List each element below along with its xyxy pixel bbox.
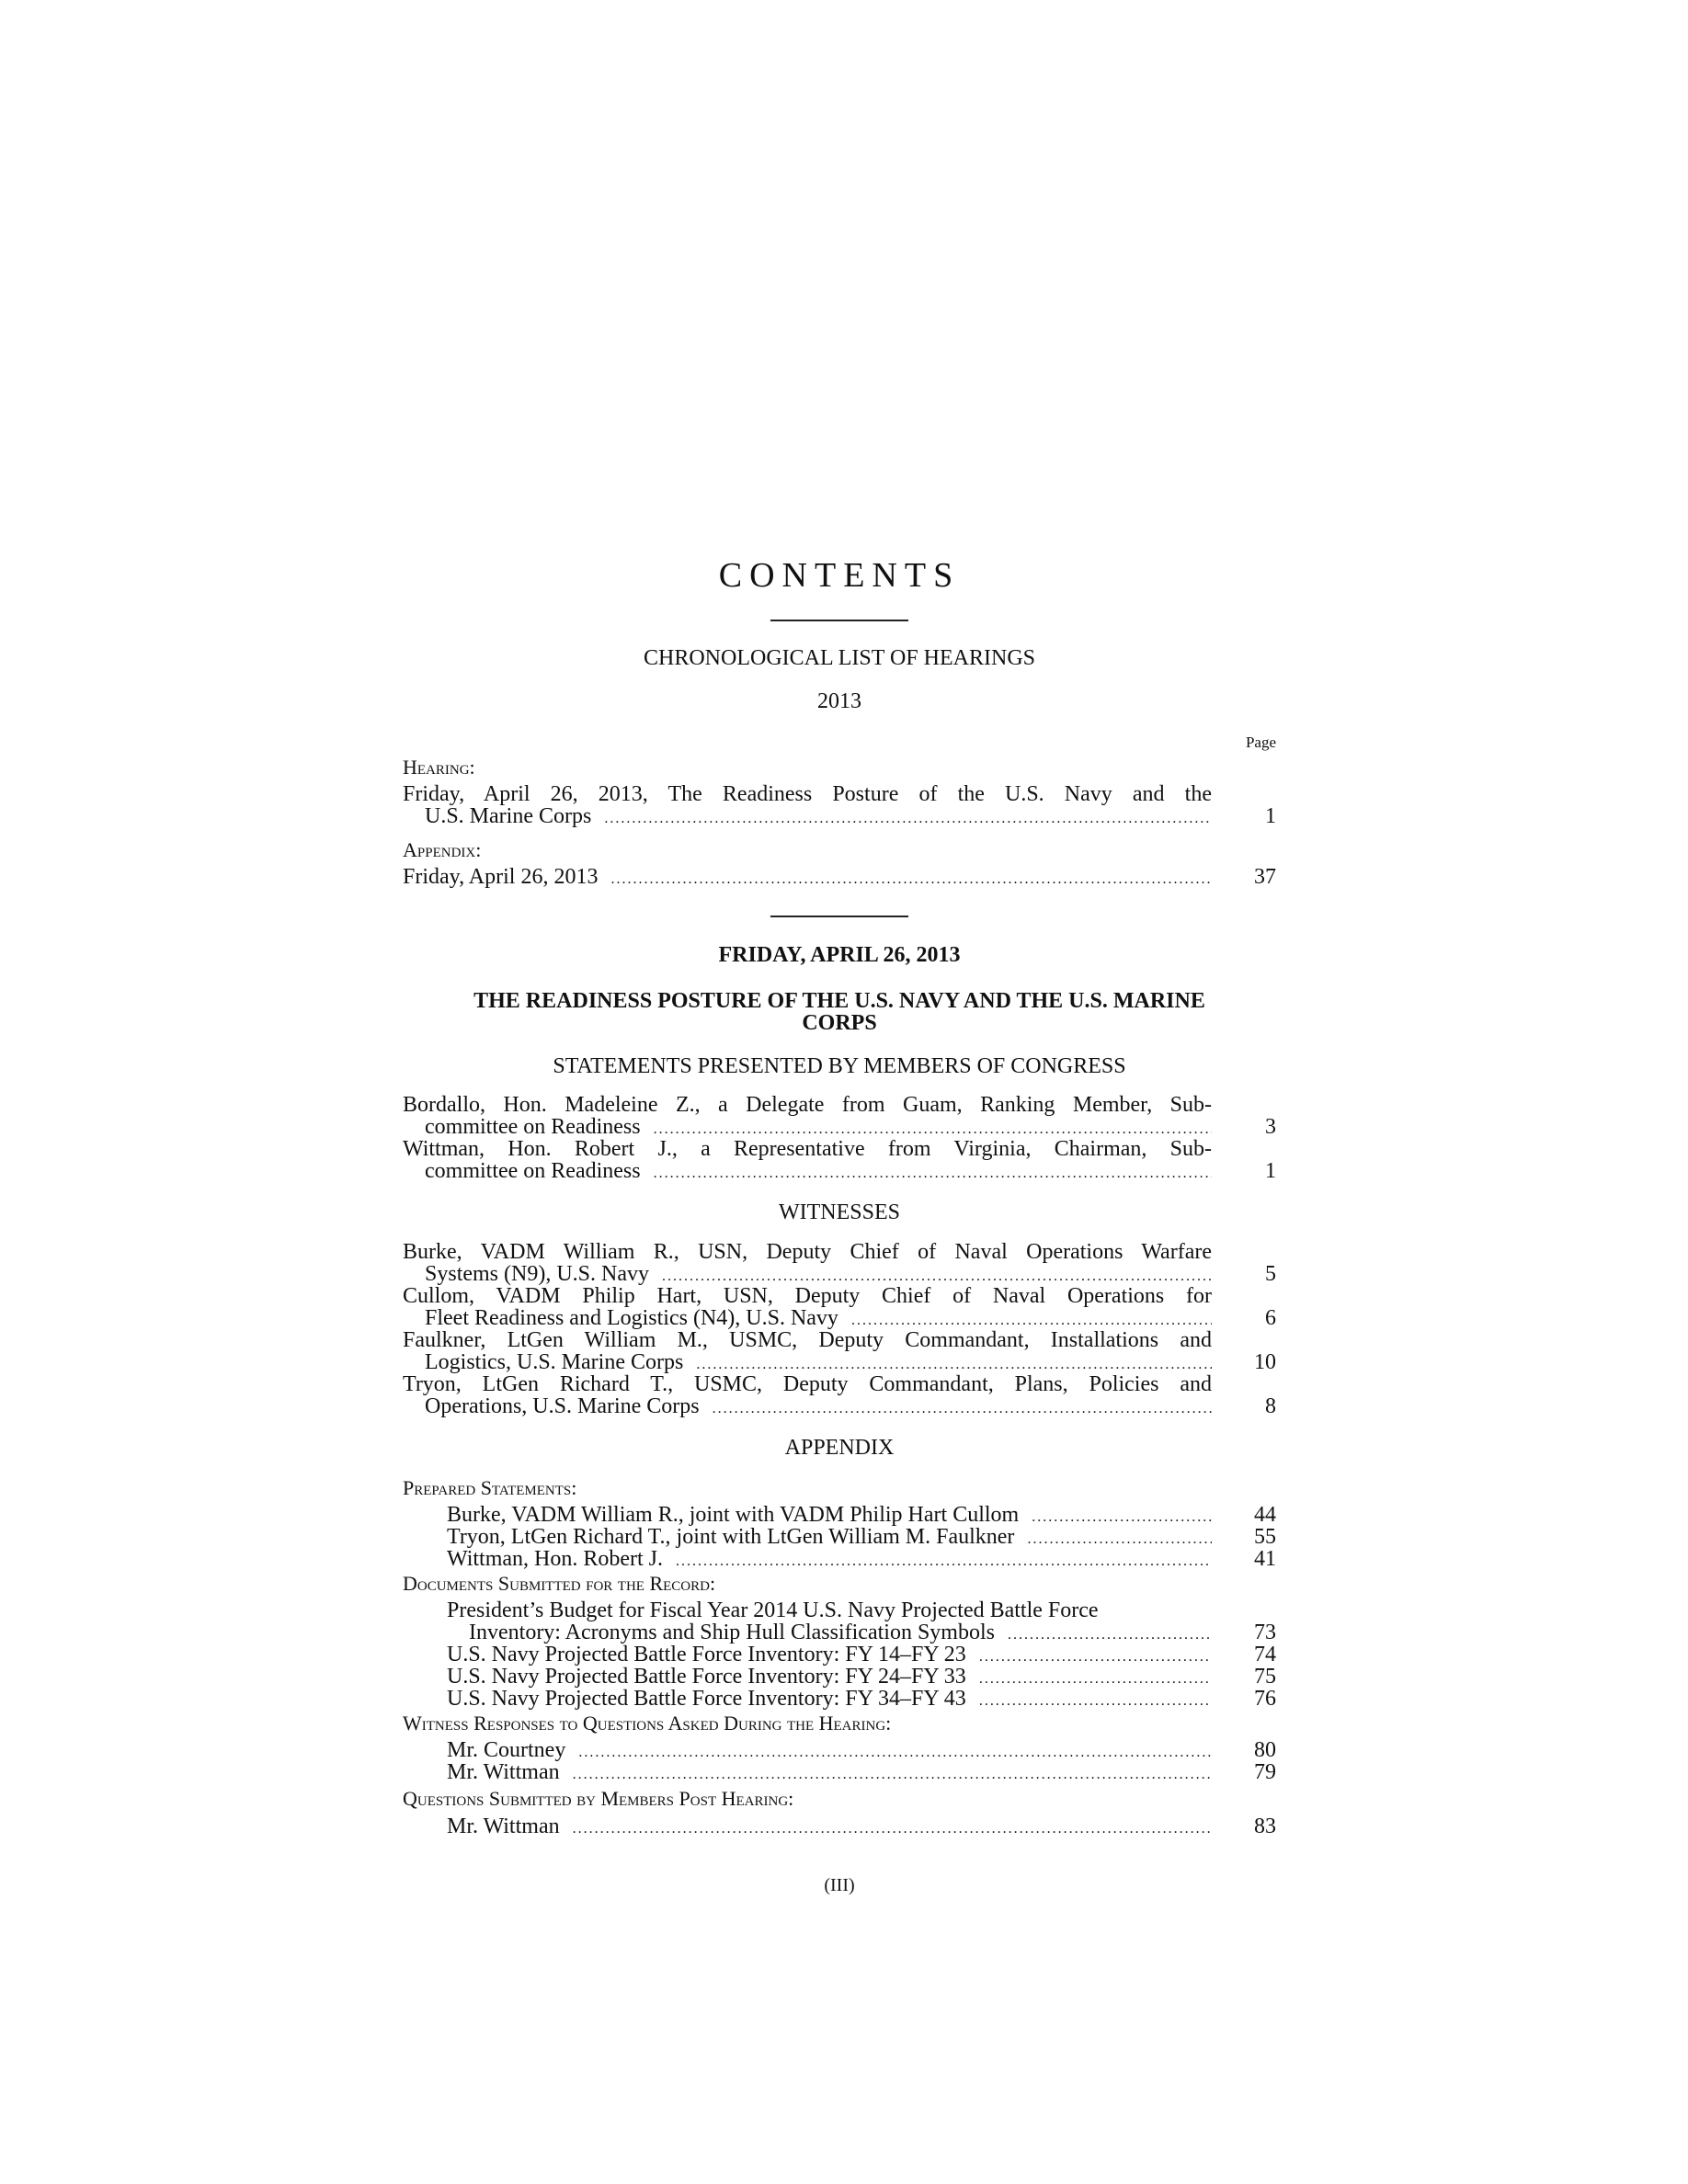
leader-dots <box>573 1764 1212 1786</box>
leader-dots <box>713 1398 1212 1420</box>
entry-line1: Burke, VADM William R., USN, Deputy Chief of Naval Operations Warfare <box>403 1240 1212 1264</box>
documents-entry-2[interactable] <box>403 1688 1276 1712</box>
entry-line1: Bordallo, Hon. Madeleine Z., a Delegate from Guam, Ranking Member, Sub- <box>403 1093 1212 1117</box>
questions-entry-0[interactable] <box>403 1815 1276 1840</box>
page-number: 75 <box>1254 1665 1276 1689</box>
hearing-title-line1: THE READINESS POSTURE OF THE U.S. NAVY AND THE U.S. MARINE <box>473 989 1205 1013</box>
prepared-entry-2[interactable] <box>403 1548 1276 1573</box>
hearing-title-line2: CORPS <box>802 1011 877 1035</box>
entry-text: U.S. Navy Projected Battle Force Inventory: FY 34–FY 43 <box>447 1687 966 1711</box>
leader-dots <box>979 1690 1212 1712</box>
statements-heading: STATEMENTS PRESENTED BY MEMBERS OF CONGRESS <box>553 1054 1126 1078</box>
documents-entry-first[interactable] <box>403 1599 1276 1646</box>
appendix-entry-text: Friday, April 26, 2013 <box>403 865 599 889</box>
page-column-label: Page <box>1245 734 1276 751</box>
leader-dots <box>573 1818 1212 1840</box>
entry-line2: Operations, U.S. Marine Corps <box>425 1394 700 1418</box>
witness-entry-3[interactable] <box>403 1373 1276 1420</box>
hearing-title <box>403 990 1276 1034</box>
page-number: 37 <box>1254 865 1276 889</box>
page-number: 41 <box>1254 1547 1276 1571</box>
page-number: 1 <box>1265 804 1276 828</box>
contents-title: CONTENTS <box>718 556 961 595</box>
witness-responses-label: Witness Responses to Questions Asked During the Hearing: <box>403 1712 892 1735</box>
entry-line2: Inventory: Acronyms and Ship Hull Classification Symbols <box>469 1621 995 1644</box>
hearing-label: Hearing: <box>403 756 475 779</box>
page-footer-number: (III) <box>824 1875 855 1895</box>
entry-text: U.S. Navy Projected Battle Force Inventory: FY 24–FY 33 <box>447 1665 966 1689</box>
page-number: 44 <box>1254 1503 1276 1527</box>
page-number: 74 <box>1254 1643 1276 1666</box>
leader-dots <box>654 1163 1212 1185</box>
documents-label: Documents Submitted for the Record: <box>403 1572 716 1595</box>
entry-text: Mr. Wittman <box>447 1760 560 1784</box>
page-number: 3 <box>1265 1115 1276 1139</box>
page-number: 1 <box>1265 1159 1276 1183</box>
entry-line1: President’s Budget for Fiscal Year 2014 U.S. Navy Projected Battle Force <box>447 1598 1099 1622</box>
page-number: 76 <box>1254 1687 1276 1711</box>
entry-text: Mr. Wittman <box>447 1814 560 1838</box>
statement-entry-0[interactable] <box>403 1094 1276 1141</box>
entry-line1: Faulkner, LtGen William M., USMC, Deputy Commandant, Installations and <box>403 1328 1212 1352</box>
page-number: 6 <box>1265 1306 1276 1330</box>
entry-line2: committee on Readiness <box>425 1159 641 1183</box>
witness-entry-2[interactable] <box>403 1329 1276 1376</box>
entry-text: Burke, VADM William R., joint with VADM Philip Hart Cullom <box>447 1503 1020 1527</box>
page-number: 79 <box>1254 1760 1276 1784</box>
statement-entry-1[interactable] <box>403 1138 1276 1185</box>
entry-line1: Wittman, Hon. Robert J., a Representative from Virginia, Chairman, Sub- <box>403 1137 1212 1161</box>
page-number: 55 <box>1254 1525 1276 1549</box>
leader-dots <box>610 869 1212 891</box>
appendix-entry[interactable] <box>403 866 1276 891</box>
leader-dots <box>676 1551 1212 1573</box>
witness-entry-1[interactable] <box>403 1285 1276 1332</box>
page-number: 80 <box>1254 1738 1276 1762</box>
year-heading: 2013 <box>817 689 861 713</box>
entry-line2: Fleet Readiness and Logistics (N4), U.S. Navy <box>425 1306 838 1330</box>
appendix-label: Appendix: <box>403 838 482 861</box>
title-rule <box>770 620 908 621</box>
entry-text: Tryon, LtGen Richard T., joint with LtGen William M. Faulkner <box>447 1525 1015 1549</box>
prepared-statements-label: Prepared Statements: <box>403 1476 577 1499</box>
date-heading: FRIDAY, APRIL 26, 2013 <box>718 943 961 967</box>
entry-line2: committee on Readiness <box>425 1115 641 1139</box>
entry-line1: Cullom, VADM Philip Hart, USN, Deputy Chief of Naval Operations for <box>403 1284 1212 1308</box>
section-rule <box>770 916 908 917</box>
entry-line2: Systems (N9), U.S. Navy <box>425 1262 649 1286</box>
hearing-entry[interactable] <box>403 783 1276 830</box>
page-number: 83 <box>1254 1814 1276 1838</box>
chronological-heading: CHRONOLOGICAL LIST OF HEARINGS <box>643 646 1035 670</box>
entry-text: Mr. Courtney <box>447 1738 566 1762</box>
questions-label: Questions Submitted by Members Post Hearing: <box>403 1787 794 1810</box>
hearing-entry-line1: Friday, April 26, 2013, The Readiness Posture of the U.S. Navy and the <box>403 782 1212 806</box>
page-number: 5 <box>1265 1262 1276 1286</box>
leader-dots <box>604 808 1212 830</box>
page-number: 8 <box>1265 1394 1276 1418</box>
entry-line2: Logistics, U.S. Marine Corps <box>425 1350 684 1374</box>
entry-text: U.S. Navy Projected Battle Force Inventory: FY 14–FY 23 <box>447 1643 966 1666</box>
entry-text: Wittman, Hon. Robert J. <box>447 1547 664 1571</box>
witnesses-heading: WITNESSES <box>779 1200 900 1224</box>
page-number: 73 <box>1254 1621 1276 1644</box>
entry-line1: Tryon, LtGen Richard T., USMC, Deputy Commandant, Plans, Policies and <box>403 1372 1212 1396</box>
witness-response-entry-1[interactable] <box>403 1761 1276 1786</box>
page-number: 10 <box>1254 1350 1276 1374</box>
hearing-entry-line2: U.S. Marine Corps <box>425 804 592 828</box>
appendix-heading: APPENDIX <box>784 1436 895 1460</box>
witness-entry-0[interactable] <box>403 1241 1276 1288</box>
